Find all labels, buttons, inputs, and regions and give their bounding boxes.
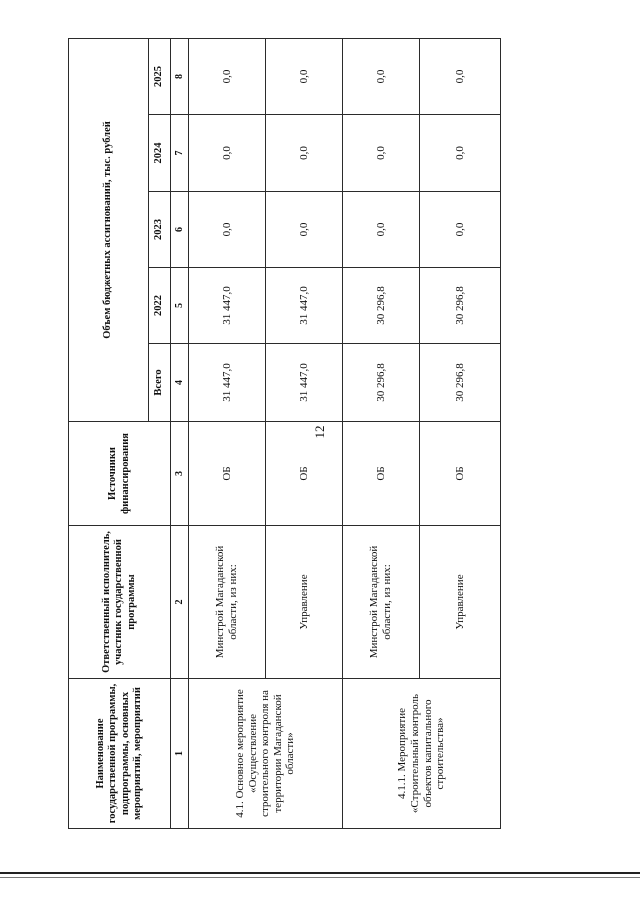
column-numbers-row (171, 38, 189, 828)
value-2025: 0,0 (189, 38, 266, 114)
column-number: 6 (171, 192, 189, 268)
header-year-2024: 2024 (149, 115, 171, 192)
page-bottom-rule (0, 872, 640, 874)
budget-table (68, 38, 501, 829)
value-2024: 0,0 (343, 115, 420, 192)
page-bottom-rule-thin (0, 877, 640, 878)
column-number: 8 (171, 38, 189, 114)
executor-cell: Управление (420, 526, 501, 679)
header-executor: Ответственный исполнитель, участник государственной программы (69, 526, 171, 679)
source-cell: ОБ (266, 422, 343, 526)
value-2024: 0,0 (189, 115, 266, 192)
source-cell: ОБ (343, 422, 420, 526)
value-2022: 30 296,8 (420, 268, 501, 344)
header-year-2022: 2022 (149, 268, 171, 344)
value-2025: 0,0 (420, 38, 501, 114)
header-row (69, 38, 149, 828)
value-2022: 30 296,8 (343, 268, 420, 344)
page-number: 12 (312, 425, 327, 439)
value-total: 30 296,8 (420, 344, 501, 422)
source-cell: ОБ (420, 422, 501, 526)
header-year-total: Всего (149, 344, 171, 422)
value-2025: 0,0 (266, 38, 343, 114)
value-total: 31 447,0 (266, 344, 343, 422)
column-number: 5 (171, 268, 189, 344)
activity-name: 4.1.1. Мероприятие «Строительный контроль объектов капитального строительства» (343, 679, 501, 829)
executor-cell: Минстрой Магаданской области, из них: (189, 526, 266, 679)
value-2023: 0,0 (420, 192, 501, 268)
executor-cell: Минстрой Магаданской области, из них: (343, 526, 420, 679)
rotated-table-container (68, 39, 500, 829)
column-number: 1 (171, 679, 189, 829)
header-name: Наименование государственной программы, подпрограммы, основных мероприятий, мероприятий (69, 679, 171, 829)
header-year-2025: 2025 (149, 38, 171, 114)
header-source: Источники финансирования (69, 422, 171, 526)
activity-name: 4.1. Основное мероприятие «Осуществление строительного контроля на территории Магаданской области» (189, 679, 343, 829)
column-number: 4 (171, 344, 189, 422)
header-year-2023: 2023 (149, 192, 171, 268)
value-2024: 0,0 (420, 115, 501, 192)
value-2023: 0,0 (189, 192, 266, 268)
executor-cell: Управление (266, 526, 343, 679)
value-2022: 31 447,0 (189, 268, 266, 344)
column-number: 2 (171, 526, 189, 679)
table-row (189, 38, 266, 828)
column-number: 7 (171, 115, 189, 192)
source-cell: ОБ (189, 422, 266, 526)
header-budget: Объем бюджетных ассигнований, тыс. рублей (69, 38, 149, 421)
value-2025: 0,0 (343, 38, 420, 114)
table-row (343, 38, 420, 828)
value-total: 31 447,0 (189, 344, 266, 422)
column-number: 3 (171, 422, 189, 526)
value-2023: 0,0 (343, 192, 420, 268)
value-2024: 0,0 (266, 115, 343, 192)
value-total: 30 296,8 (343, 344, 420, 422)
value-2023: 0,0 (266, 192, 343, 268)
value-2022: 31 447,0 (266, 268, 343, 344)
